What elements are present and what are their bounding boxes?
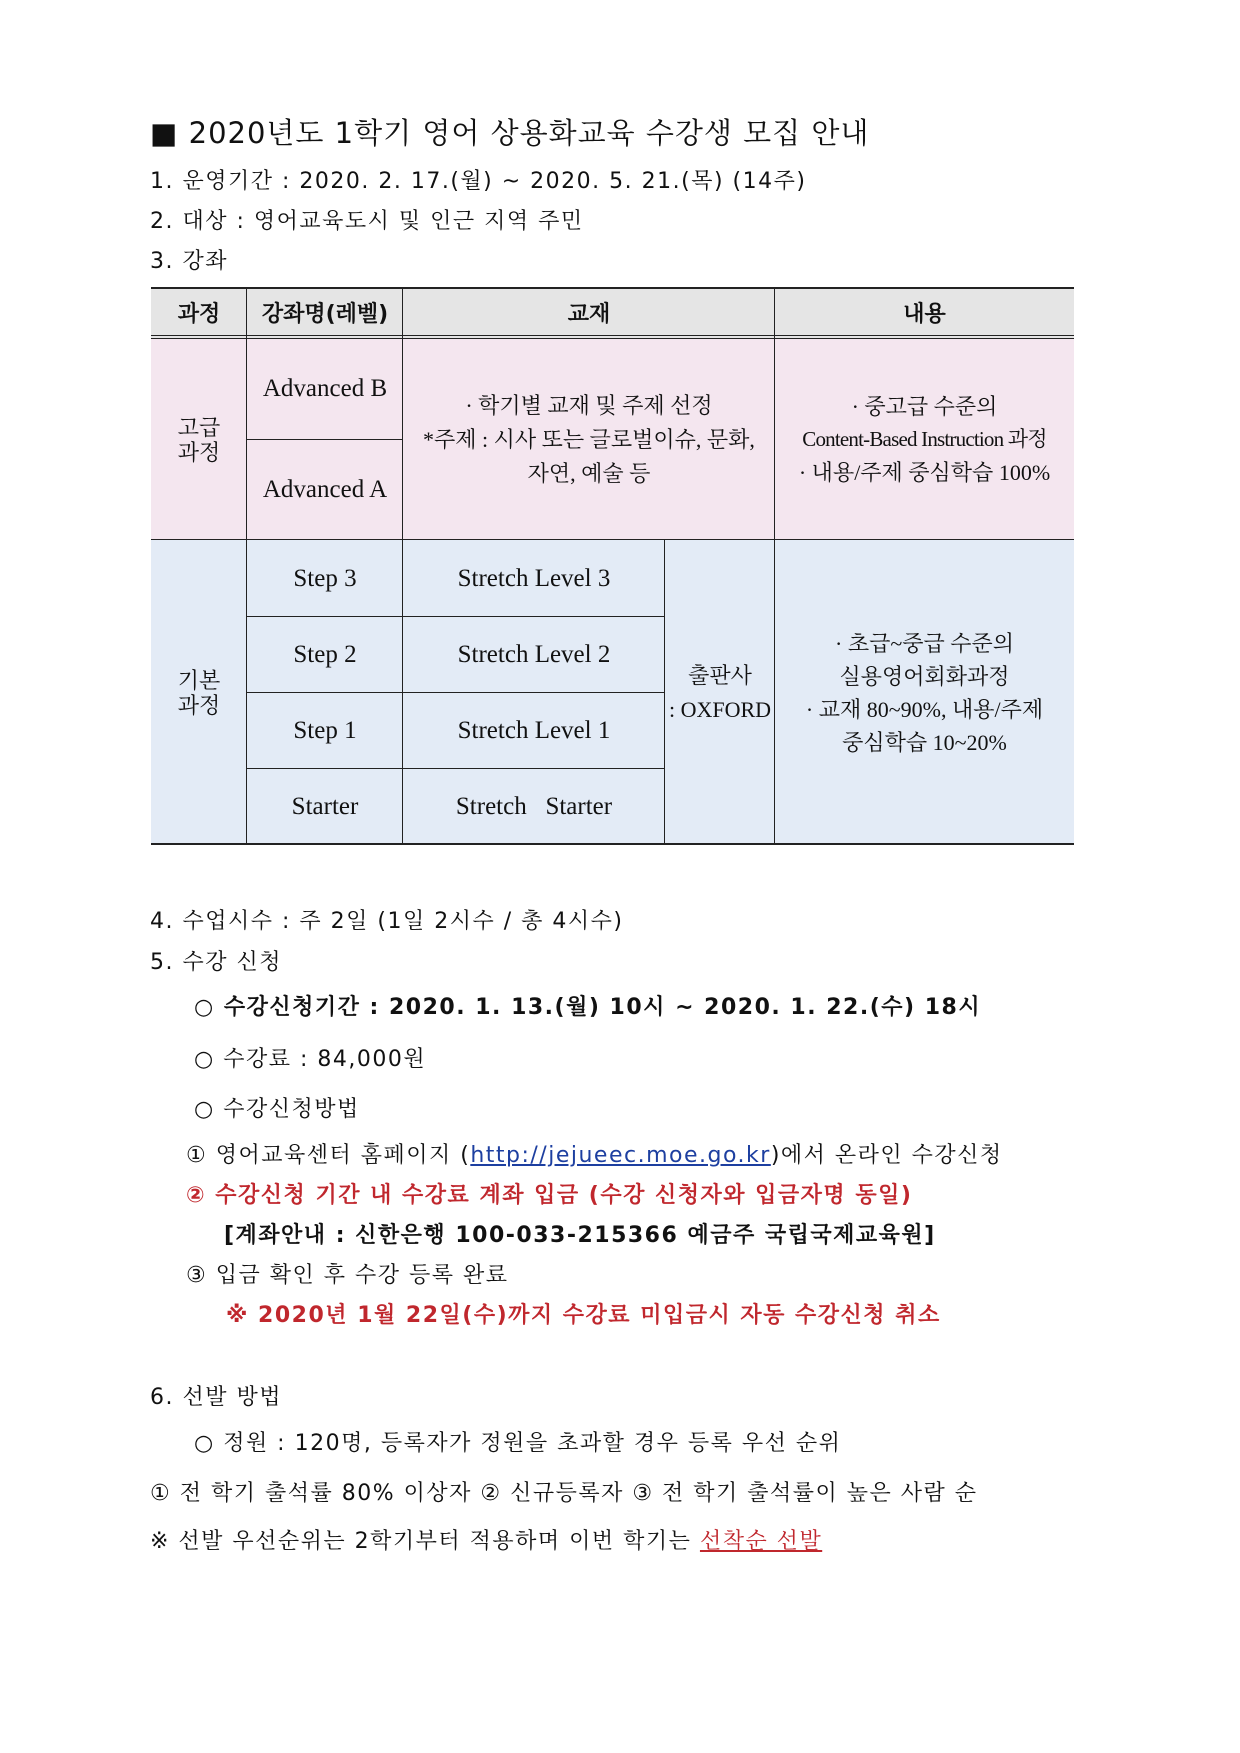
apply-step-3: ③ 입금 확인 후 수강 등록 완료 bbox=[186, 1263, 509, 1288]
selection-note-text: ※ 선발 우선순위는 2학기부터 적용하며 이번 학기는 bbox=[150, 1529, 700, 1554]
basic-divider-1 bbox=[247, 616, 665, 617]
target-audience: 2. 대상 : 영어교육도시 및 인근 지역 주민 bbox=[150, 209, 584, 234]
selection-priority: ① 전 학기 출석률 80% 이상자 ② 신규등록자 ③ 전 학기 출석률이 높은 사람 순 bbox=[150, 1481, 978, 1506]
header-double-rule-1 bbox=[151, 335, 1074, 336]
advanced-content-line2: Content-Based Instruction 과정 bbox=[802, 427, 1047, 451]
advanced-book-line1: · 학기별 교재 및 주제 선정 bbox=[465, 392, 713, 418]
advanced-book-line3: 자연, 예술 등 bbox=[527, 460, 651, 486]
level-advanced-b: Advanced B bbox=[262, 375, 388, 402]
col-divider-publisher bbox=[664, 540, 665, 845]
advanced-content-line3: · 내용/주제 중심학습 100% bbox=[798, 460, 1051, 485]
publisher-line1: 출판사 bbox=[688, 662, 752, 688]
advanced-content bbox=[775, 339, 1074, 540]
advanced-group-label bbox=[151, 339, 247, 540]
advanced-level-divider bbox=[247, 439, 403, 440]
header-double-rule-2 bbox=[151, 338, 1074, 339]
advanced-group-line1: 고급 bbox=[177, 414, 221, 440]
class-hours: 4. 수업시수 : 주 2일 (1일 2시수 / 총 4시수) bbox=[150, 909, 624, 934]
header-content: 내용 bbox=[903, 301, 946, 327]
col-divider-3 bbox=[774, 287, 775, 845]
header-level: 강좌명(레벨) bbox=[261, 301, 389, 327]
payment-deadline-notice: ※ 2020년 1월 22일(수)까지 수강료 미입금시 자동 수강신청 취소 bbox=[226, 1303, 941, 1328]
apply-period-label: ○ 수강신청기간 bbox=[194, 995, 361, 1020]
apply-period-value: : 2020. 1. 13.(월) 10시 ~ 2020. 1. 22.(수) 18시 bbox=[360, 995, 982, 1020]
book-stretch-2: Stretch Level 2 bbox=[457, 641, 611, 668]
tuition-fee: ○ 수강료 : 84,000원 bbox=[194, 1047, 427, 1072]
courses-heading: 3. 강좌 bbox=[150, 249, 228, 274]
basic-content-line3: · 교재 80~90%, 내용/주제 bbox=[805, 696, 1044, 722]
basic-divider-2 bbox=[247, 692, 665, 693]
advanced-book-line2: *주제 : 시사 또는 글로벌이슈, 문화, bbox=[423, 426, 755, 452]
publisher-cell bbox=[665, 540, 775, 845]
apply-method: ○ 수강신청방법 bbox=[194, 1097, 360, 1122]
homepage-link[interactable]: http://jejueec.moe.go.kr bbox=[470, 1143, 771, 1168]
book-stretch-3: Stretch Level 3 bbox=[457, 564, 611, 592]
basic-content-line1: · 초급~중급 수준의 bbox=[835, 630, 1014, 656]
basic-content-line4: 중심학습 10~20% bbox=[842, 729, 1007, 755]
basic-divider-3 bbox=[247, 768, 665, 769]
course-table bbox=[151, 287, 1074, 845]
apply-step-1 bbox=[186, 1138, 1003, 1169]
advanced-content-line1: · 중고급 수준의 bbox=[851, 394, 998, 419]
level-step2: Step 2 bbox=[293, 641, 357, 668]
account-info: [계좌안내 : 신한은행 100-033-215366 예금주 국립국제교육원] bbox=[224, 1223, 936, 1248]
book-stretch-1: Stretch Level 1 bbox=[457, 717, 611, 744]
level-step1: Step 1 bbox=[293, 717, 357, 744]
basic-group-line1: 기본 bbox=[177, 667, 221, 693]
book-stretch-starter: Stretch Starter bbox=[455, 793, 613, 820]
selection-note bbox=[150, 1524, 822, 1555]
page-title: ■ 2020년도 1학기 영어 상용화교육 수강생 모집 안내 bbox=[150, 116, 870, 150]
header-course: 과정 bbox=[177, 301, 221, 327]
operation-period: 1. 운영기간 : 2020. 2. 17.(월) ~ 2020. 5. 21.(목) (14주) bbox=[150, 169, 807, 194]
level-step3: Step 3 bbox=[293, 564, 357, 592]
basic-content-line2: 실용영어회화과정 bbox=[839, 663, 1010, 689]
basic-group-label bbox=[151, 540, 247, 845]
header-textbook: 교재 bbox=[567, 301, 611, 327]
level-starter: Starter bbox=[291, 793, 359, 820]
apply-heading: 5. 수강 신청 bbox=[150, 950, 282, 975]
basic-group-line2: 과정 bbox=[177, 692, 221, 718]
first-come-emphasis: 선착순 선발 bbox=[699, 1529, 823, 1554]
publisher-line2: : OXFORD bbox=[668, 696, 772, 722]
group-divider bbox=[151, 539, 1074, 540]
step1-prefix: ① 영어교육센터 홈페이지 ( bbox=[186, 1143, 471, 1168]
step1-suffix: )에서 온라인 수강신청 bbox=[770, 1143, 1003, 1168]
advanced-textbook bbox=[403, 339, 775, 540]
basic-content bbox=[775, 540, 1074, 845]
apply-step-2: ② 수강신청 기간 내 수강료 계좌 입금 (수강 신청자와 입금자명 동일) bbox=[186, 1183, 913, 1208]
table-top-border bbox=[151, 287, 1074, 289]
selection-heading: 6. 선발 방법 bbox=[150, 1385, 282, 1410]
selection-quota: ○ 정원 : 120명, 등록자가 정원을 초과할 경우 등록 우선 순위 bbox=[194, 1431, 842, 1456]
apply-period bbox=[194, 990, 981, 1021]
col-divider-1 bbox=[246, 287, 247, 845]
table-bottom-border bbox=[151, 843, 1074, 845]
advanced-group-line2: 과정 bbox=[177, 439, 221, 465]
level-advanced-a: Advanced A bbox=[262, 475, 388, 503]
col-divider-2 bbox=[402, 287, 403, 845]
